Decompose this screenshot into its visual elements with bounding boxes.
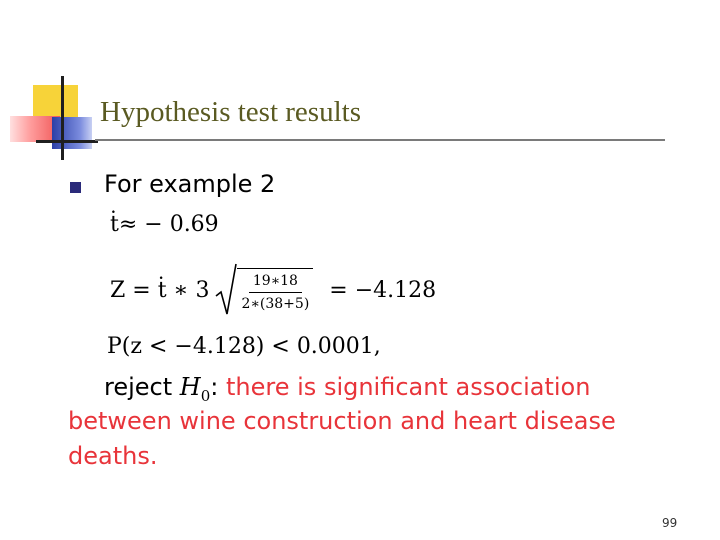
fraction-denominator: 2∗(38+5) <box>241 296 310 312</box>
bullet-square-icon <box>70 182 81 193</box>
title-underline <box>95 139 665 141</box>
fraction-numerator: 19∗18 <box>249 273 302 293</box>
conclusion-text-2: between wine construction and heart disease <box>68 407 616 435</box>
slide-title: Hypothesis test results <box>100 96 361 128</box>
reject-label: reject <box>104 373 173 401</box>
logo-blue-square <box>52 117 92 149</box>
bullet-text: For example 2 <box>104 170 276 198</box>
t-statistic-line: ṫ≈ − 0.69 <box>110 212 219 237</box>
h0-subscript: 0 <box>200 386 211 405</box>
h0-letter: H <box>179 373 201 401</box>
page-number: 99 <box>662 516 678 530</box>
fraction <box>237 268 313 312</box>
z-formula-lhs: Z = ṫ ∗ 3 <box>110 277 210 303</box>
square-root <box>215 262 323 318</box>
p-value-line: P(z < −4.128) < 0.0001, <box>107 334 381 359</box>
reject-line <box>104 373 590 405</box>
logo-vertical-line <box>61 76 64 160</box>
z-formula-rhs: = −4.128 <box>329 277 437 303</box>
z-formula-line <box>110 260 436 320</box>
reject-colon: : <box>210 373 219 401</box>
logo-horizontal-line <box>36 140 98 143</box>
null-hypothesis-symbol <box>179 373 211 405</box>
conclusion-text-1: there is significant association <box>226 373 591 401</box>
conclusion-text-3: deaths. <box>68 442 158 470</box>
radical-sign-icon <box>215 262 237 318</box>
template-logo <box>0 0 100 170</box>
